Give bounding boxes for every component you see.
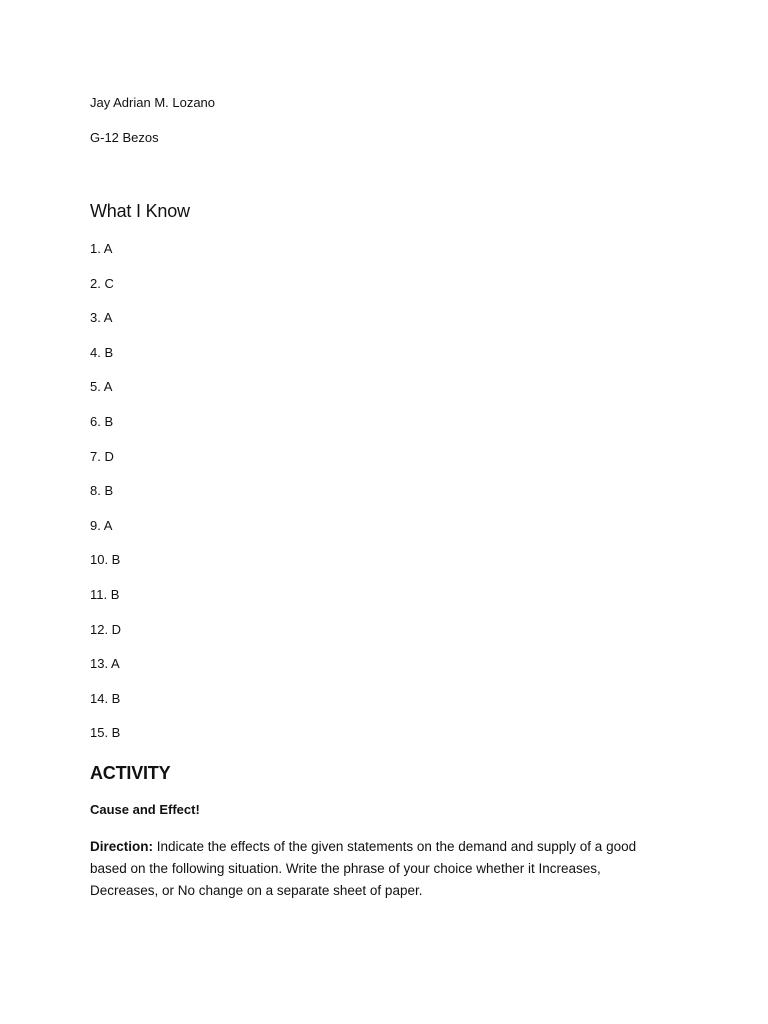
answer-item: 3. A: [90, 310, 113, 326]
answer-item: 2. C: [90, 275, 114, 291]
direction-label: Direction:: [90, 839, 154, 854]
answer-item: 10. B: [90, 552, 121, 568]
answer-item: 7. D: [90, 448, 114, 464]
what-i-know-heading: What I Know: [90, 201, 190, 221]
answer-list: [90, 241, 121, 760]
answer-item: 15. B: [90, 725, 121, 741]
answer-item: 8. B: [90, 483, 114, 499]
direction-paragraph: [90, 836, 670, 902]
answer-item: 1. A: [90, 241, 113, 256]
student-name: Jay Adrian M. Lozano: [90, 95, 216, 110]
answer-item: 11. B: [90, 586, 120, 602]
activity-subtitle: Cause and Effect!: [90, 802, 200, 817]
answer-item: 4. B: [90, 344, 114, 360]
direction-text: Indicate the effects of the given statements on the demand and supply of a good based on the following situation. Write the phrase of your choice whether it Increases, Decreases, or No change on a separate sheet of paper.: [90, 839, 637, 898]
answer-item: 14. B: [90, 690, 121, 706]
answer-item: 12. D: [90, 621, 122, 637]
answer-item: 9. A: [90, 517, 113, 533]
activity-heading: ACTIVITY: [90, 763, 171, 783]
student-section: G-12 Bezos: [90, 130, 159, 145]
answer-item: 5. A: [90, 379, 113, 395]
answer-item: 6. B: [90, 413, 114, 429]
answer-item: 13. A: [90, 656, 120, 672]
